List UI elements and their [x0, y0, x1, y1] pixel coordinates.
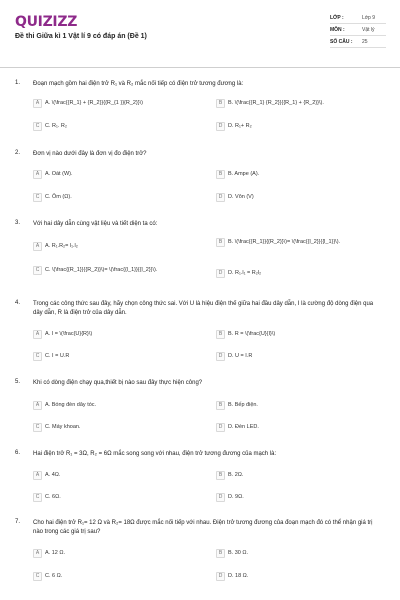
question-text: Đoạn mạch gồm hai điện trở R₁ và R₂ mắc nối tiếp có điện trở tương đương là: — [33, 81, 244, 87]
option-letter-badge: D — [216, 423, 225, 432]
option-text: D. 9Ω. — [228, 494, 244, 500]
option-b[interactable] — [216, 170, 386, 179]
option-letter-badge: B — [216, 99, 225, 108]
option-letter-badge: C — [33, 193, 42, 202]
question-text: Cho hai điện trở R₁= 12 Ω và R₂= 18Ω được mắc nối tiếp với nhau. Điện trở tương đương của đoạn mạch đó có thể nhận giá trị nào trong các giá trị sau? — [33, 520, 373, 535]
option-text: C. R₁. R₂ — [45, 123, 68, 129]
option-c[interactable] — [33, 193, 188, 202]
option-a[interactable] — [33, 471, 188, 480]
meta-key: SỐ CÂU : — [330, 39, 353, 45]
option-b[interactable] — [216, 549, 386, 558]
option-a[interactable] — [33, 401, 188, 410]
option-text: B. 30 Ω. — [228, 550, 249, 556]
option-text: A. I = \(\frac{U}{R}\) — [45, 331, 93, 337]
option-text: C. Ôm (Ω). — [45, 194, 72, 200]
option-text: A. R₁.R₂= l₁.l₂ — [45, 243, 78, 249]
option-letter-badge: A — [33, 401, 42, 410]
option-d[interactable] — [216, 423, 386, 432]
option-letter-badge: A — [33, 170, 42, 179]
option-a[interactable] — [33, 330, 188, 339]
question-number: 4. — [15, 300, 21, 306]
option-d[interactable] — [216, 572, 386, 581]
option-text: A. Bóng đèn dây tóc. — [45, 402, 97, 408]
option-d[interactable] — [216, 352, 386, 361]
option-letter-badge: A — [33, 471, 42, 480]
option-c[interactable] — [33, 122, 188, 131]
option-text: D. Vôn (V) — [228, 194, 254, 200]
meta-row-count — [330, 37, 386, 48]
option-text: B. \(\frac{{R_1} {R_2}}{{R_1} + {R_2}}\). — [228, 100, 324, 106]
option-letter-badge: D — [216, 352, 225, 361]
option-c[interactable] — [33, 352, 188, 361]
question-number: 5. — [15, 379, 21, 385]
option-a[interactable] — [33, 170, 188, 179]
option-text: C. \(\frac{{R_1}}{{R_2}}\)= \(\frac{{l_1}}{{l_2}}\). — [45, 267, 158, 273]
option-text: B. \(\frac{{R_1}}{{R_2}}\)= \(\frac{{l_2}}{{l_1}}\). — [228, 239, 341, 245]
option-a[interactable] — [33, 99, 188, 108]
option-text: A. 4Ω. — [45, 472, 61, 478]
option-letter-badge: B — [216, 549, 225, 558]
option-b[interactable] — [216, 401, 386, 410]
option-letter-badge: C — [33, 266, 42, 275]
question-text: Với hai dây dẫn cùng vật liệu và tiết diện ta có: — [33, 221, 158, 227]
option-a[interactable] — [33, 242, 188, 251]
option-text: A. Oát (W). — [45, 171, 73, 177]
option-text: D. R₁+ R₂ — [228, 123, 252, 129]
option-text: D. R₁.l₁ = R₂l₂ — [228, 270, 262, 276]
option-letter-badge: C — [33, 572, 42, 581]
question-text: Đơn vị nào dưới đây là đơn vị đo điện trở? — [33, 151, 147, 157]
question-number: 7. — [15, 519, 21, 525]
option-b[interactable] — [216, 471, 386, 480]
document-title: Đề thi Giữa kì 1 Vật lí 9 có đáp án (Đề 1) — [15, 33, 147, 40]
meta-value: Vật lý — [362, 27, 375, 33]
meta-key: MÔN : — [330, 27, 345, 33]
option-letter-badge: C — [33, 122, 42, 131]
option-text: C. 6 Ω. — [45, 573, 63, 579]
option-c[interactable] — [33, 266, 188, 275]
option-letter-badge: B — [216, 170, 225, 179]
option-letter-badge: C — [33, 493, 42, 502]
option-letter-badge: A — [33, 330, 42, 339]
option-c[interactable] — [33, 423, 188, 432]
option-letter-badge: A — [33, 242, 42, 251]
question-text: Khi có dòng điện chạy qua,thiết bị nào sau đây thực hiện công? — [33, 380, 203, 386]
meta-table — [330, 13, 386, 49]
option-text: C. Máy khoan. — [45, 424, 81, 430]
question-text: Hai điện trở R₁ = 3Ω, R₂ = 6Ω mắc song song với nhau, điện trở tương đương của mạch là: — [33, 451, 277, 457]
option-letter-badge: C — [33, 352, 42, 361]
option-text: B. Ampe (A). — [228, 171, 260, 177]
option-text: B. 2Ω. — [228, 472, 244, 478]
option-text: D. U = I.R — [228, 353, 253, 359]
option-letter-badge: D — [216, 122, 225, 131]
question-number: 3. — [15, 220, 21, 226]
option-c[interactable] — [33, 572, 188, 581]
option-letter-badge: B — [216, 401, 225, 410]
option-d[interactable] — [216, 122, 386, 131]
option-text: B. Bếp điện. — [228, 402, 258, 408]
option-letter-badge: C — [33, 423, 42, 432]
option-c[interactable] — [33, 493, 188, 502]
option-text: D. Đèn LED. — [228, 424, 259, 430]
option-a[interactable] — [33, 549, 188, 558]
meta-row-class — [330, 13, 386, 24]
option-text: B. R = \(\frac{U}{I}\) — [228, 331, 276, 337]
option-letter-badge: D — [216, 269, 225, 278]
option-letter-badge: B — [216, 238, 225, 247]
option-letter-badge: D — [216, 493, 225, 502]
option-letter-badge: A — [33, 99, 42, 108]
meta-key: LỚP : — [330, 15, 344, 21]
meta-value: 25 — [362, 39, 368, 45]
header — [0, 0, 400, 68]
option-letter-badge: B — [216, 471, 225, 480]
option-b[interactable] — [216, 99, 386, 108]
meta-row-subject — [330, 25, 386, 36]
option-letter-badge: D — [216, 193, 225, 202]
option-text: A. \(\frac{{R_1} + {R_2}}{{R_{1 }}{R_2}}\) — [45, 100, 144, 106]
option-b[interactable] — [216, 238, 386, 247]
option-b[interactable] — [216, 330, 386, 339]
option-text: A. 12 Ω. — [45, 550, 66, 556]
option-d[interactable] — [216, 493, 386, 502]
question-number: 1. — [15, 80, 21, 86]
header-divider — [0, 67, 400, 68]
option-letter-badge: A — [33, 549, 42, 558]
question-number: 6. — [15, 450, 21, 456]
question-number: 2. — [15, 150, 21, 156]
option-d[interactable] — [216, 269, 386, 278]
question-text: Trong các công thức sau đây, hãy chọn công thức sai. Với U là hiệu điện thế giữa hai đầu dây dẫn, I là cường độ dòng điện qua dây dẫn, R là điện trở của dây dẫn. — [33, 301, 374, 316]
option-letter-badge: B — [216, 330, 225, 339]
option-letter-badge: D — [216, 572, 225, 581]
option-text: C. 6Ω. — [45, 494, 61, 500]
meta-value: Lớp 9 — [362, 15, 376, 21]
option-text: C. I = U.R — [45, 353, 70, 359]
option-d[interactable] — [216, 193, 386, 202]
option-text: D. 18 Ω. — [228, 573, 249, 579]
quizizz-logo[interactable]: QUIZIZZ — [15, 14, 78, 30]
